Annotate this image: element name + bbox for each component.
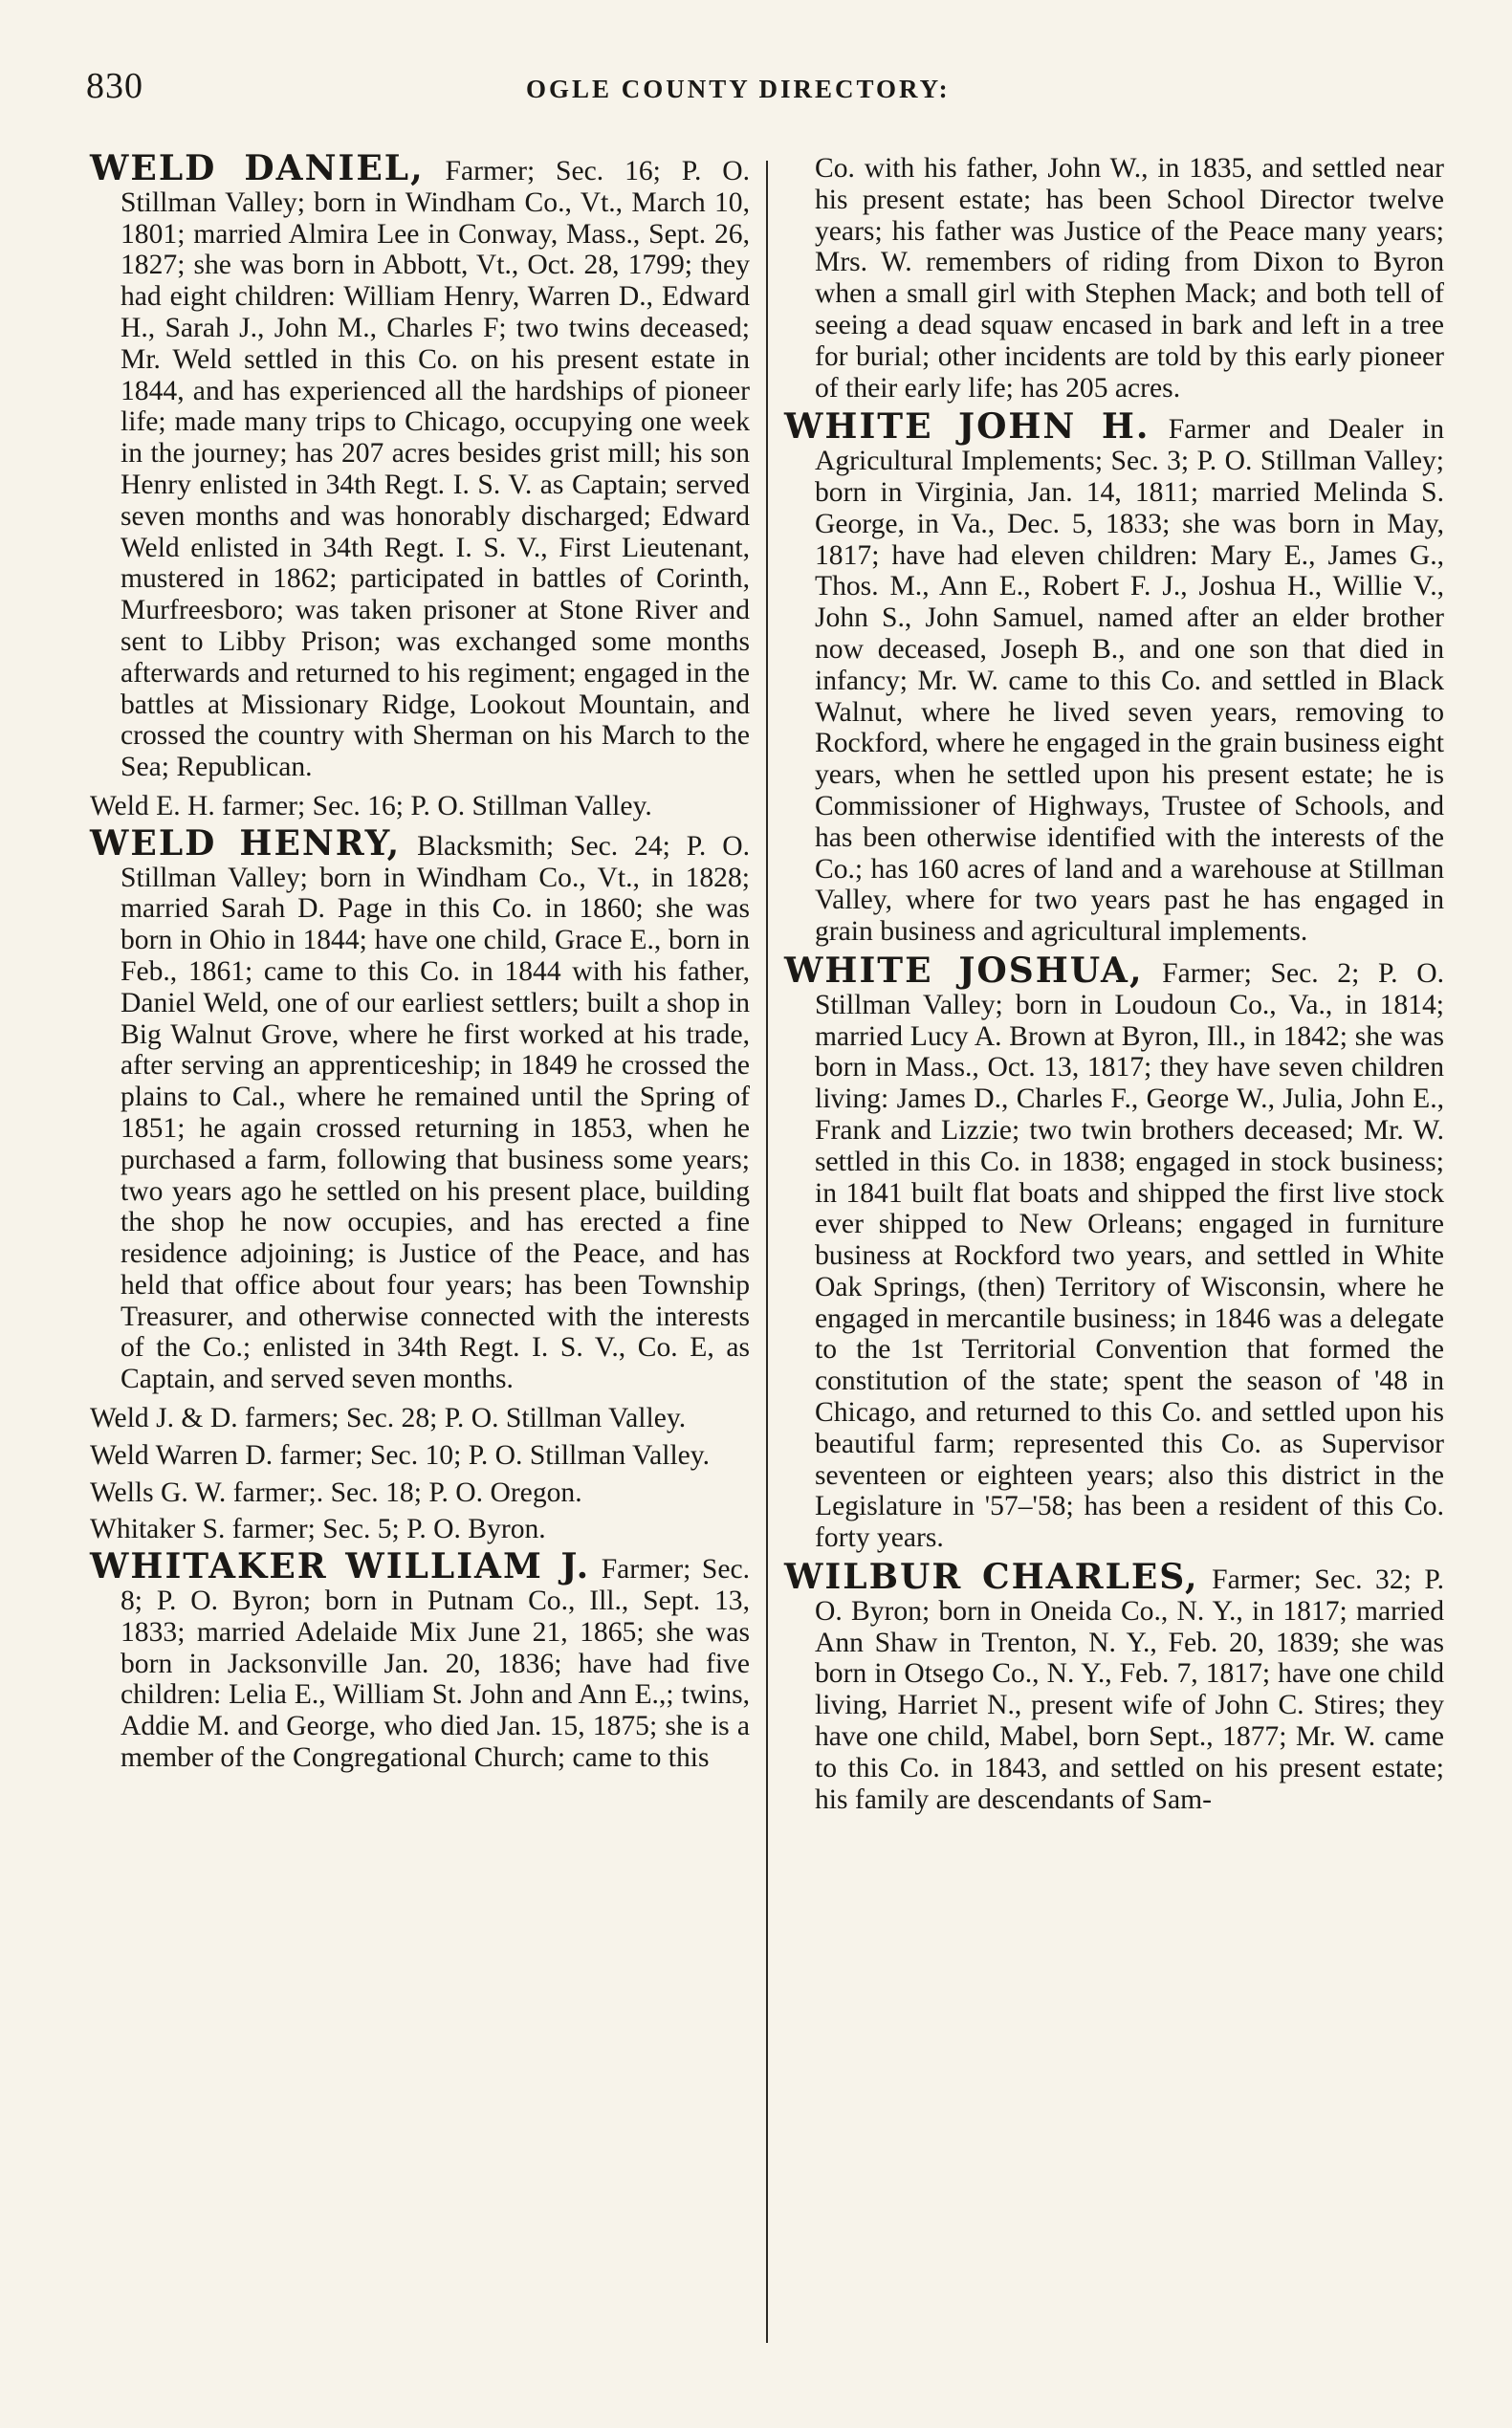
entry-name: WHITE JOSHUA, [784, 950, 1144, 991]
right-column [784, 153, 1444, 1823]
entry-text: Whitaker S. farmer; Sec. 5; P. O. Byron. [90, 1514, 546, 1545]
entry-weld-daniel [90, 148, 750, 783]
entry-text: Wells G. W. farmer;. Sec. 18; P. O. Oregon. [90, 1476, 582, 1508]
entry-name: WILBUR CHARLES, [784, 1557, 1199, 1598]
entry-weld-jd [90, 1403, 750, 1434]
entry-text: Co. with his father, John W., in 1835, and settled near his present estate; has been School Director twelve years; his father was Justice of the Peace many years; Mrs. W. remembers of riding from Dixon to Byron when a small girl with Stephen Mack; and both tell of seeing a dead squaw encased in bark and left in a tree for burial; other incidents are told by this early pioneer of their early life; has 205 acres. [815, 153, 1444, 404]
entry-name: WHITAKER WILLIAM J. [90, 1546, 591, 1587]
entry-text: Farmer; Sec. 16; P. O. Stillman Valley; born in Windham Co., Vt., March 10, 1801; married Almira Lee in Conway, Mass., Sept. 26, 1827; she was born in Abbott, Vt., Oct. 28, 1799; they had eight children: William Henry, Warren D., Edward H., Sarah J., John M., Charles F; two twins deceased; Mr. Weld settled in this Co. on his present estate in 1844, and has experienced all the hardships of pioneer life; made many trips to Chicago, occupying one week in the journey; has 207 acres besides grist mill; his son Henry enlisted in 34th Regt. I. S. V. as Captain; served seven months and was honorably discharged; Edward Weld enlisted in 34th Regt. I. S. V., First Lieutenant, mustered in 1862; participated in battles of Corinth, Murfreesboro; was taken prisoner at Stone River and sent to Libby Prison; was exchanged some months afterwards and returned to his regiment; engaged in the battles at Missionary Ridge, Lookout Mountain, and crossed the country with Sherman on his March to the Sea; Republican. [121, 156, 750, 783]
left-column [90, 148, 750, 1782]
entry-white-john [784, 406, 1444, 948]
entry-weld-warren [90, 1440, 750, 1472]
entry-wells-gw [90, 1477, 750, 1509]
entry-text: Farmer; Sec. 2; P. O. Stillman Valley; born in Loudoun Co., Va., in 1814; married Lucy A. Brown at Byron, Ill., in 1842; she was born in Mass., Oct. 13, 1817; they have seven children living: James D., Charles F., George W., Julia, John E., Frank and Lizzie; two twin brothers deceased; Mr. W. settled in this Co. in 1838; engaged in stock business; in 1841 built flat boats and shipped the first live stock ever shipped to New Orleans; engaged in furniture business at Rockford two years, and settled in White Oak Springs, (then) Territory of Wisconsin, where he engaged in mercantile business; in 1846 was a delegate to the 1st Territorial Convention that formed the constitution of the state; spent the season of '48 in Chicago, and returned to this Co. and settled upon his beautiful farm; represented this Co. as Supervisor seventeen or eighteen years; also this district in the Legislature in '57–'58; has been a resident of this Co. forty years. [815, 957, 1445, 1554]
entry-weld-henry [90, 822, 750, 1395]
column-divider [766, 161, 768, 2343]
entry-name: WELD HENRY, [90, 822, 402, 864]
page-number: 830 [86, 66, 143, 106]
entry-weld-eh [90, 791, 750, 822]
running-head: OGLE COUNTY DIRECTORY: [526, 75, 951, 103]
entry-text: Blacksmith; Sec. 24; P. O. Stillman Valley; born in Windham Co., Vt., in 1828; married Sarah D. Page in this Co. in 1860; she was born in Ohio in 1844; have one child, Grace E., born in Feb., 1861; came to this Co. in 1844 with his father, Daniel Weld, one of our earliest settlers; built a shop in Big Walnut Grove, where he first worked at his trade, after serving an apprenticeship; in 1849 he crossed the plains to Cal., where he remained until the Spring of 1851; he again crossed returning in 1853, when he purchased a farm, following that business some years; two years ago he settled on his present place, building the shop he now occupies, and has erected a fine residence adjoining; is Justice of the Peace, and has held that office about four years; has been Township Treasurer, and otherwise connected with the interests of the Co.; enlisted in 34th Regt. I. S. V., Co. E, as Captain, and served seven months. [121, 830, 750, 1395]
entry-text: Farmer and Dealer in Agricultural Implements; Sec. 3; P. O. Stillman Valley; born in Virginia, Jan. 14, 1811; married Melinda S. George, in Va., Dec. 5, 1833; she was born in May, 1817; have had eleven children: Mary E., James G., Thos. M., Ann E., Robert F. J., Joshua H., Willie V., John S., John Samuel, named after an elder brother now deceased, Joseph B., and one son that died in infancy; Mr. W. came to this Co. and settled in Black Walnut, where he lived seven years, removing to Rockford, where he engaged in the grain business eight years, when he settled upon his present estate; he is Commissioner of Highways, Trustee of Schools, and has been otherwise identified with the interests of the Co.; has 160 acres of land and a warehouse at Stillman Valley, where for two years past he has engaged in grain business and agricultural implements. [815, 414, 1444, 948]
entry-white-joshua [784, 950, 1445, 1554]
entry-whitaker-william [90, 1546, 750, 1774]
entry-wilbur-charles [784, 1557, 1445, 1815]
entry-whitaker-s [90, 1514, 750, 1545]
entry-text: Farmer; Sec. 32; P. O. Byron; born in Oneida Co., N. Y., in 1817; married Ann Shaw in Trenton, N. Y., Feb. 20, 1839; she was born in Otsego Co., N. Y., Feb. 7, 1817; have one child living, Harriet N., present wife of John C. Stires; they have one child, Mabel, born Sept., 1877; Mr. W. came to this Co. in 1843, and settled on his present estate; his family are descendants of Sam- [815, 1564, 1445, 1815]
entry-name: WHITE JOHN H. [784, 406, 1150, 448]
entry-text: Farmer; Sec. 8; P. O. Byron; born in Putnam Co., Ill., Sept. 13, 1833; married Adelaide Mix June 21, 1865; she was born in Jacksonville Jan. 20, 1836; have had five children: Lelia E., William St. John and Ann E.,; twins, Addie M. and George, who died Jan. 15, 1875; she is a member of the Congregational Church; came to this [121, 1554, 750, 1774]
entry-name: WELD DANIEL, [90, 148, 425, 188]
entry-text: Weld J. & D. farmers; Sec. 28; P. O. Stillman Valley. [90, 1403, 687, 1434]
entry-text: Weld Warren D. farmer; Sec. 10; P. O. Stillman Valley. [90, 1439, 711, 1471]
entry-continuation [784, 153, 1444, 404]
entry-text: Weld E. H. farmer; Sec. 16; P. O. Stillman Valley. [90, 790, 652, 821]
